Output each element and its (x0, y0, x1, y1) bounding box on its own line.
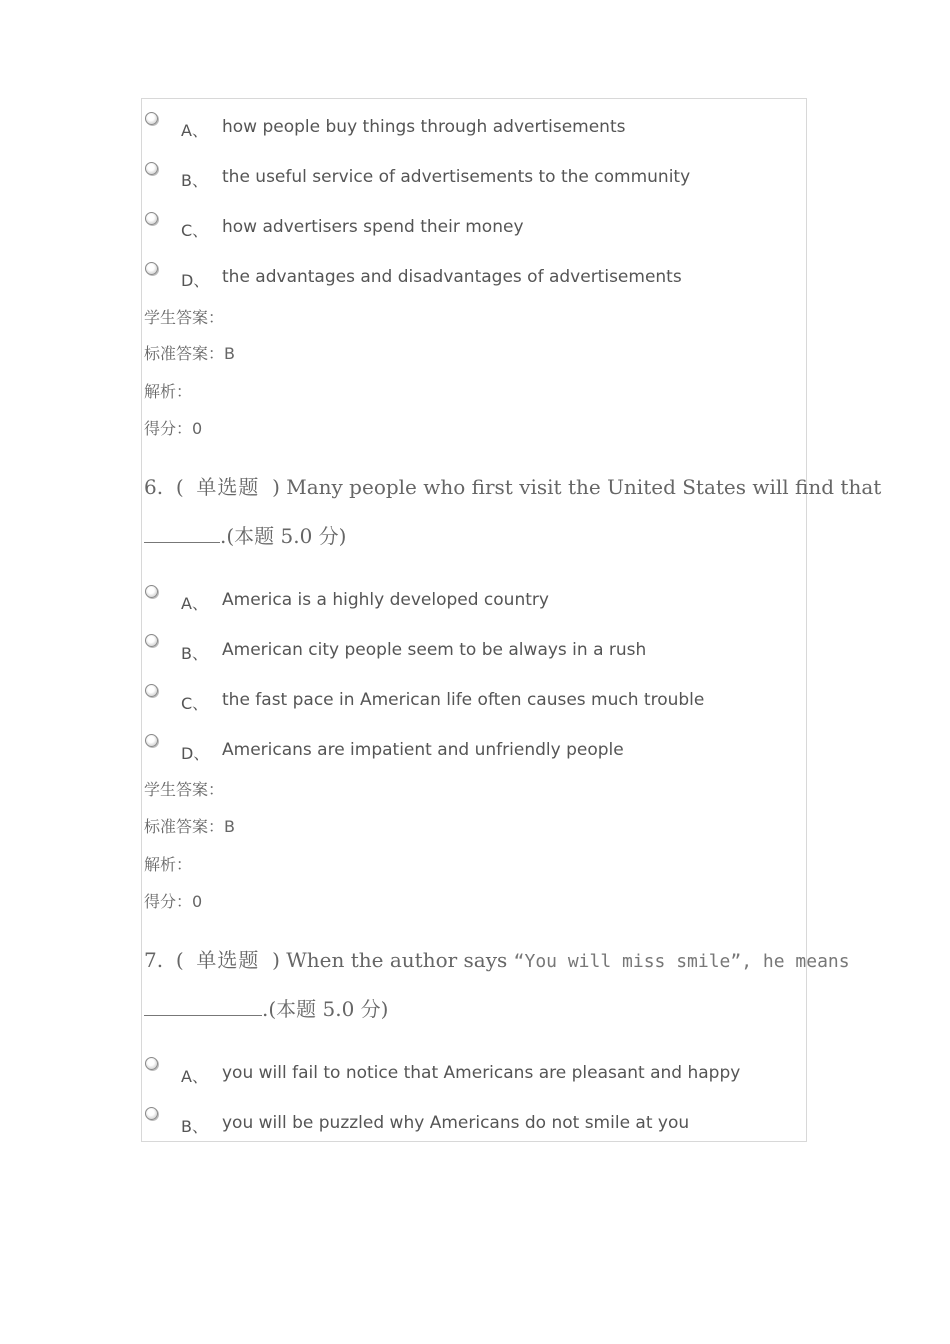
q7-radio-b[interactable] (145, 1107, 158, 1120)
q6-score: 得分：0 (144, 892, 203, 911)
q7-answer-blank (144, 1001, 262, 1016)
q5-option-b-letter: B、 (181, 171, 208, 190)
q5-option-c-text: how advertisers spend their money (222, 217, 524, 237)
q6-option-d-text: Americans are impatient and unfriendly people (222, 740, 624, 760)
q5-radio-d[interactable] (145, 262, 158, 275)
q6-type: 单选题 (196, 475, 260, 499)
q6-standard-answer: 标准答案：B (144, 817, 235, 836)
q7-number: 7. (144, 948, 164, 972)
q6-option-a-letter: A、 (181, 594, 208, 613)
q6-option-b-text: American city people seem to be always in a rush (222, 640, 647, 660)
q6-close-paren: ) (272, 475, 280, 499)
q6-stem: Many people who first visit the United States will find that (286, 475, 882, 499)
q5-option-a-text: how people buy things through advertisements (222, 117, 626, 137)
q5-option-d-letter: D、 (181, 271, 210, 290)
q7-option-a-text: you will fail to notice that Americans are pleasant and happy (222, 1063, 741, 1083)
q6-radio-c[interactable] (145, 684, 158, 697)
q7-quote: “You will miss smile”, he means (513, 951, 850, 972)
q5-standard-answer: 标准答案：B (144, 344, 235, 363)
q6-option-b-letter: B、 (181, 644, 208, 663)
q6-option-a-text: America is a highly developed country (222, 590, 549, 610)
q7-option-b-letter: B、 (181, 1117, 208, 1136)
q6-answer-blank (144, 528, 220, 543)
q7-type: 单选题 (196, 948, 260, 972)
q6-radio-b[interactable] (145, 634, 158, 647)
q6-radio-d[interactable] (145, 734, 158, 747)
q5-radio-c[interactable] (145, 212, 158, 225)
q7-radio-a[interactable] (145, 1057, 158, 1070)
q7-stem: When the author says (286, 948, 508, 972)
q5-option-c-letter: C、 (181, 221, 209, 240)
q6-stem-line2 (144, 520, 346, 549)
q6-radio-a[interactable] (145, 585, 158, 598)
q6-analysis: 解析： (144, 855, 193, 874)
q6-number: 6. (144, 475, 164, 499)
q7-close-paren: ) (272, 948, 280, 972)
q6-option-c-text: the fast pace in American life often causes much trouble (222, 690, 705, 710)
q7-stem-line1 (144, 944, 850, 973)
q6-student-answer: 学生答案： (144, 780, 225, 799)
q7-stem-end: .(本题 5.0 分) (262, 997, 389, 1021)
question-frame (141, 98, 807, 1142)
q5-option-b-text: the useful service of advertisements to the community (222, 167, 691, 187)
q6-stem-line1 (144, 471, 881, 500)
q6-option-c-letter: C、 (181, 694, 209, 713)
q5-score: 得分：0 (144, 419, 203, 438)
q7-option-a-letter: A、 (181, 1067, 208, 1086)
q7-option-b-text: you will be puzzled why Americans do not smile at you (222, 1113, 690, 1133)
q5-analysis: 解析： (144, 382, 193, 401)
q6-stem-end: .(本题 5.0 分) (220, 524, 347, 548)
q7-stem-line2 (144, 993, 388, 1022)
q6-option-d-letter: D、 (181, 744, 210, 763)
q5-option-d-text: the advantages and disadvantages of advertisements (222, 267, 682, 287)
q5-student-answer: 学生答案： (144, 308, 225, 327)
q5-radio-a[interactable] (145, 112, 158, 125)
q5-radio-b[interactable] (145, 162, 158, 175)
q5-option-a-letter: A、 (181, 121, 208, 140)
q6-open-paren: ( (175, 475, 184, 499)
q7-open-paren: ( (175, 948, 184, 972)
